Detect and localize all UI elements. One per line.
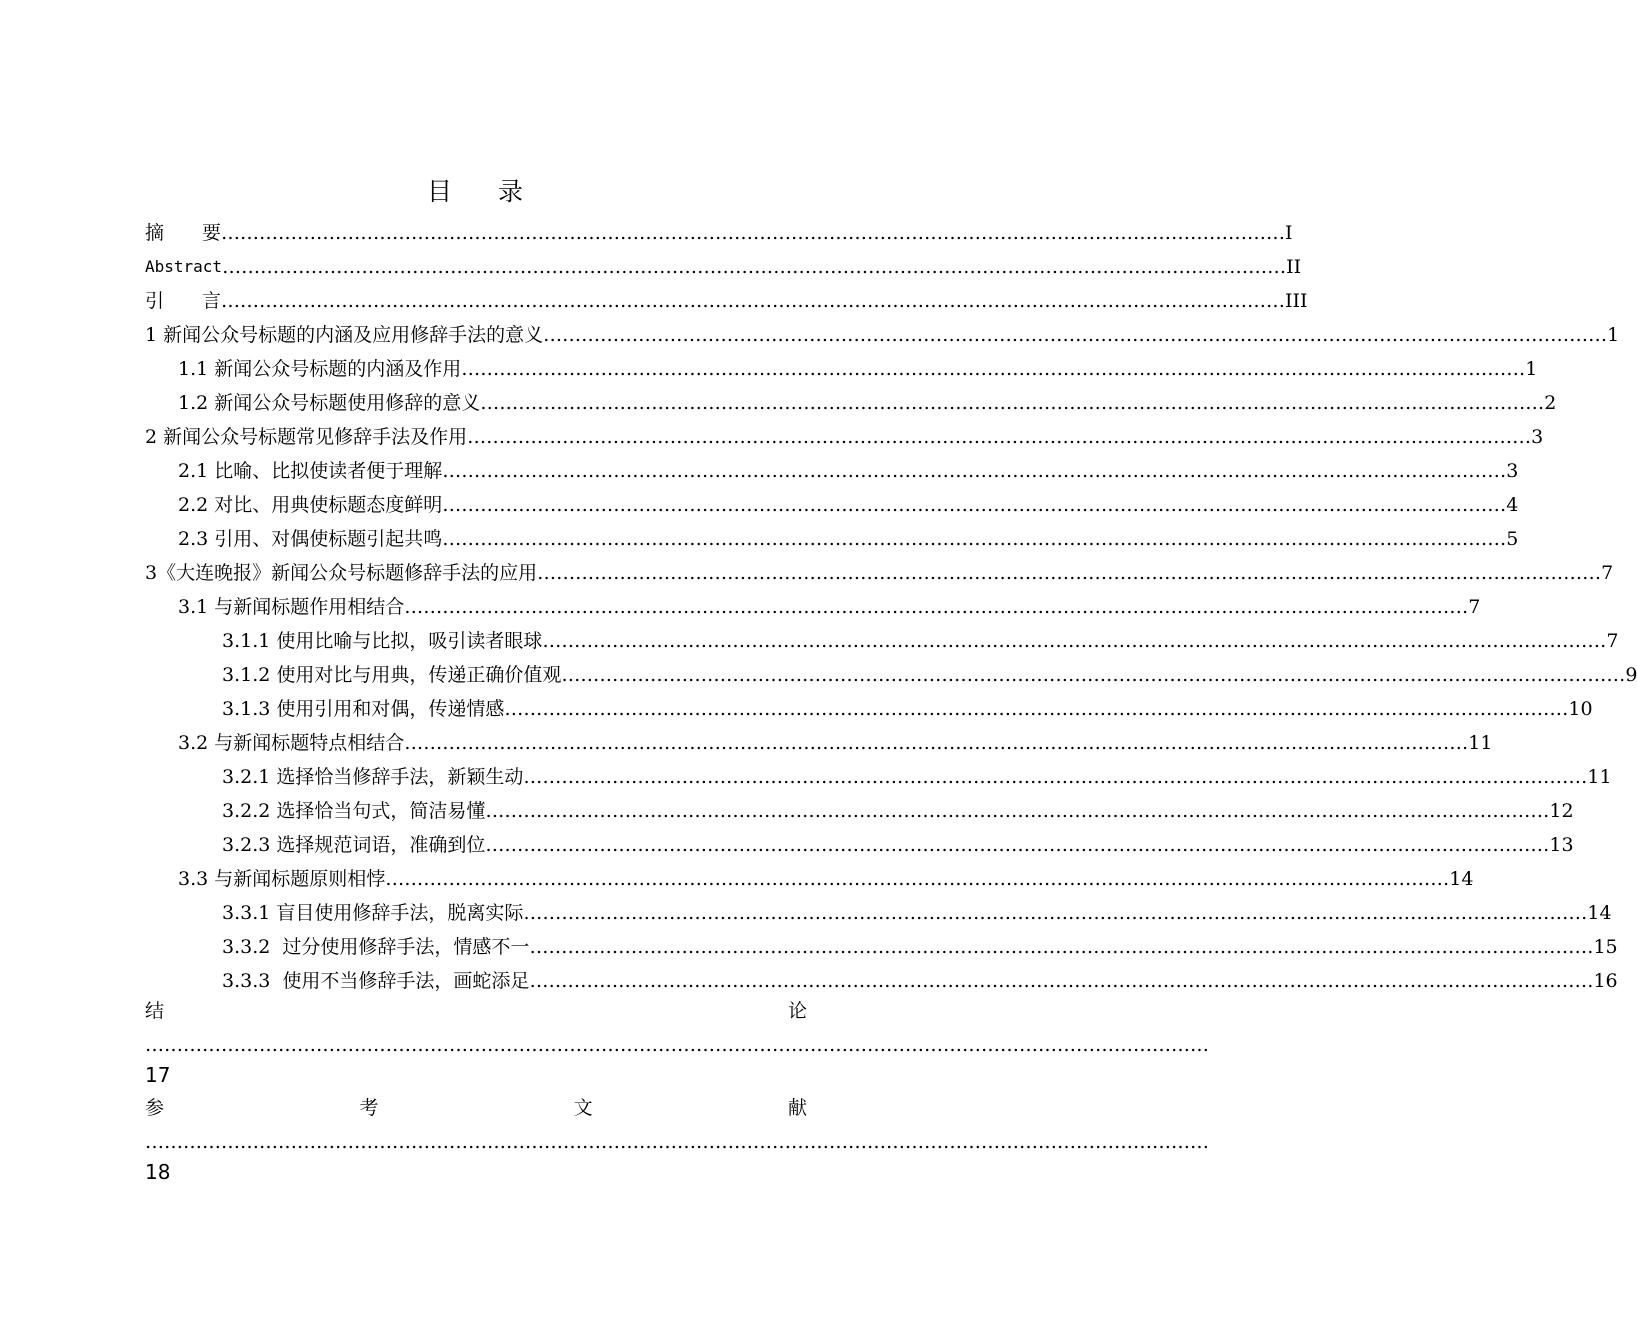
page-title bbox=[0, 176, 950, 208]
toc-entry-text: 3.2.3 选择规范词语，准确到位 bbox=[222, 834, 486, 856]
toc-page-number: 13 bbox=[1549, 834, 1574, 856]
toc-leader: …………………………………………………………………………………………………………………………………………………… bbox=[542, 630, 1607, 652]
conclusion-leader: …………………………………………………………………………………………………………………………………………………… bbox=[145, 1034, 1209, 1056]
toc-entry-section-3-3-2[interactable] bbox=[222, 926, 1618, 960]
toc-entry-text: 1.1 新闻公众号标题的内涵及作用 bbox=[178, 358, 462, 380]
toc-entry-section-3-1[interactable] bbox=[178, 586, 1481, 620]
toc-page-number: 2 bbox=[1544, 392, 1557, 414]
toc-leader: …………………………………………………………………………………………………………………………………………………… bbox=[222, 256, 1287, 278]
toc-leader: …………………………………………………………………………………………………………………………………………………… bbox=[385, 868, 1450, 890]
toc-leader: …………………………………………………………………………………………………………………………………………………… bbox=[221, 222, 1286, 244]
toc-entry-text: 3.1.1 使用比喻与比拟，吸引读者眼球 bbox=[222, 630, 543, 652]
toc-entry-chapter-1[interactable] bbox=[145, 314, 1620, 348]
toc-page-number: 3 bbox=[1531, 426, 1544, 448]
toc-entry-introduction[interactable] bbox=[145, 280, 1308, 314]
toc-entry-section-3-3[interactable] bbox=[178, 858, 1474, 892]
toc-leader: …………………………………………………………………………………………………………………………………………………… bbox=[537, 562, 1602, 584]
toc-page-number: 12 bbox=[1549, 800, 1574, 822]
toc-leader: …………………………………………………………………………………………………………………………………………………… bbox=[467, 426, 1532, 448]
toc-entry-text: Abstract bbox=[145, 257, 223, 276]
toc-entry-text: 引 言 bbox=[145, 290, 222, 312]
toc-leader: …………………………………………………………………………………………………………………………………………………… bbox=[404, 732, 1469, 754]
toc-entry-section-3-1-3[interactable] bbox=[222, 688, 1593, 722]
toc-page-number: 1 bbox=[1607, 324, 1620, 346]
toc-entry-text: 3.2.1 选择恰当修辞手法，新颖生动 bbox=[222, 766, 524, 788]
toc-page-number: 16 bbox=[1593, 970, 1618, 992]
toc-entry-text: 3.3.2 过分使用修辞手法，情感不一 bbox=[222, 936, 530, 958]
toc-entry-section-1-2[interactable] bbox=[178, 382, 1557, 416]
toc-entry-section-3-1-2[interactable] bbox=[222, 654, 1637, 688]
toc-page-number: I bbox=[1285, 222, 1293, 244]
toc-entry-text: 3.1.2 使用对比与用典，传递正确价值观 bbox=[222, 664, 562, 686]
toc-page-number: 7 bbox=[1606, 630, 1619, 652]
toc-leader: …………………………………………………………………………………………………………………………………………………… bbox=[404, 596, 1469, 618]
toc-page-number: 14 bbox=[1587, 902, 1612, 924]
toc-leader: …………………………………………………………………………………………………………………………………………………… bbox=[561, 664, 1626, 686]
references-leader: …………………………………………………………………………………………………………………………………………………… bbox=[145, 1131, 1209, 1153]
toc-entry-text: 2.1 比喻、比拟使读者便于理解 bbox=[178, 460, 443, 482]
conclusion-char-2: 论 bbox=[787, 1000, 807, 1022]
toc-entry-text: 3《大连晚报》新闻公众号标题修辞手法的应用 bbox=[145, 562, 538, 584]
toc-entry-section-3-2-3[interactable] bbox=[222, 824, 1574, 858]
toc-entry-text: 3.3.3 使用不当修辞手法，画蛇添足 bbox=[222, 970, 530, 992]
toc-page-number: 11 bbox=[1468, 732, 1493, 754]
toc-entry-section-2-3[interactable] bbox=[178, 518, 1519, 552]
toc-entry-section-3-1-1[interactable] bbox=[222, 620, 1619, 654]
references-char-4: 献 bbox=[787, 1097, 807, 1119]
toc-entry-text: 3.3.1 盲目使用修辞手法，脱离实际 bbox=[222, 902, 524, 924]
toc-page-number: 15 bbox=[1593, 936, 1618, 958]
toc-page-number: 9 bbox=[1625, 664, 1637, 686]
conclusion-page-number: 17 bbox=[145, 1063, 171, 1087]
title-char-2: 录 bbox=[497, 177, 523, 206]
toc-page-number: 11 bbox=[1587, 766, 1612, 788]
toc-page-number: II bbox=[1286, 256, 1302, 278]
toc-page-number: 7 bbox=[1468, 596, 1481, 618]
toc-entry-conclusion[interactable] bbox=[145, 998, 807, 1024]
toc-entry-text: 2 新闻公众号标题常见修辞手法及作用 bbox=[145, 426, 468, 448]
toc-entry-text: 2.3 引用、对偶使标题引起共鸣 bbox=[178, 528, 443, 550]
toc-leader: …………………………………………………………………………………………………………………………………………………… bbox=[529, 936, 1594, 958]
toc-entry-text: 3.1.3 使用引用和对偶，传递情感 bbox=[222, 698, 505, 720]
references-char-1: 参 bbox=[145, 1097, 165, 1119]
toc-entry-text: 3.1 与新闻标题作用相结合 bbox=[178, 596, 405, 618]
toc-page-number: 1 bbox=[1525, 358, 1538, 380]
toc-entry-text: 3.2.2 选择恰当句式，简洁易懂 bbox=[222, 800, 486, 822]
toc-leader: …………………………………………………………………………………………………………………………………………………… bbox=[461, 358, 1526, 380]
toc-page-number: III bbox=[1285, 290, 1308, 312]
toc-entry-abstract-cn[interactable] bbox=[145, 212, 1293, 246]
toc-entry-abstract-en[interactable] bbox=[145, 246, 1302, 280]
toc-entry-section-3-2-1[interactable] bbox=[222, 756, 1612, 790]
toc-page-number: 4 bbox=[1506, 494, 1519, 516]
toc-entry-section-3-2-2[interactable] bbox=[222, 790, 1574, 824]
toc-page-number: 5 bbox=[1506, 528, 1519, 550]
toc-entry-chapter-3[interactable] bbox=[145, 552, 1614, 586]
toc-page-number: 3 bbox=[1506, 460, 1519, 482]
toc-page-number: 10 bbox=[1568, 698, 1593, 720]
toc-leader: …………………………………………………………………………………………………………………………………………………… bbox=[485, 800, 1550, 822]
toc-leader: …………………………………………………………………………………………………………………………………………………… bbox=[442, 460, 1507, 482]
toc-leader: …………………………………………………………………………………………………………………………………………………… bbox=[529, 970, 1594, 992]
toc-entry-section-3-3-3[interactable] bbox=[222, 960, 1618, 994]
toc-entry-section-1-1[interactable] bbox=[178, 348, 1538, 382]
title-char-1: 目 bbox=[427, 177, 453, 206]
toc-leader: …………………………………………………………………………………………………………………………………………………… bbox=[480, 392, 1545, 414]
toc-leader: …………………………………………………………………………………………………………………………………………………… bbox=[523, 902, 1588, 924]
toc-entry-section-3-3-1[interactable] bbox=[222, 892, 1612, 926]
toc-entry-text: 3.3 与新闻标题原则相悖 bbox=[178, 868, 386, 890]
toc-leader: …………………………………………………………………………………………………………………………………………………… bbox=[442, 528, 1507, 550]
references-char-3: 文 bbox=[573, 1097, 593, 1119]
toc-entry-references[interactable] bbox=[145, 1095, 807, 1121]
toc-entry-text: 2.2 对比、用典使标题态度鲜明 bbox=[178, 494, 443, 516]
references-char-2: 考 bbox=[359, 1097, 379, 1119]
toc-leader: …………………………………………………………………………………………………………………………………………………… bbox=[221, 290, 1286, 312]
toc-leader: …………………………………………………………………………………………………………………………………………………… bbox=[442, 494, 1507, 516]
toc-entry-chapter-2[interactable] bbox=[145, 416, 1544, 450]
references-page-number: 18 bbox=[145, 1160, 171, 1184]
toc-entry-text: 1 新闻公众号标题的内涵及应用修辞手法的意义 bbox=[145, 324, 544, 346]
toc-leader: …………………………………………………………………………………………………………………………………………………… bbox=[523, 766, 1588, 788]
toc-page-number: 7 bbox=[1601, 562, 1614, 584]
toc-entry-section-3-2[interactable] bbox=[178, 722, 1493, 756]
toc-entry-text: 1.2 新闻公众号标题使用修辞的意义 bbox=[178, 392, 481, 414]
toc-entry-section-2-1[interactable] bbox=[178, 450, 1519, 484]
toc-page-number: 14 bbox=[1449, 868, 1474, 890]
toc-entry-section-2-2[interactable] bbox=[178, 484, 1519, 518]
toc-leader: …………………………………………………………………………………………………………………………………………………… bbox=[485, 834, 1550, 856]
toc-entry-text: 3.2 与新闻标题特点相结合 bbox=[178, 732, 405, 754]
toc-leader: …………………………………………………………………………………………………………………………………………………… bbox=[504, 698, 1569, 720]
conclusion-char-1: 结 bbox=[145, 1000, 165, 1022]
toc-leader: …………………………………………………………………………………………………………………………………………………… bbox=[543, 324, 1608, 346]
toc-entry-text: 摘 要 bbox=[145, 222, 222, 244]
